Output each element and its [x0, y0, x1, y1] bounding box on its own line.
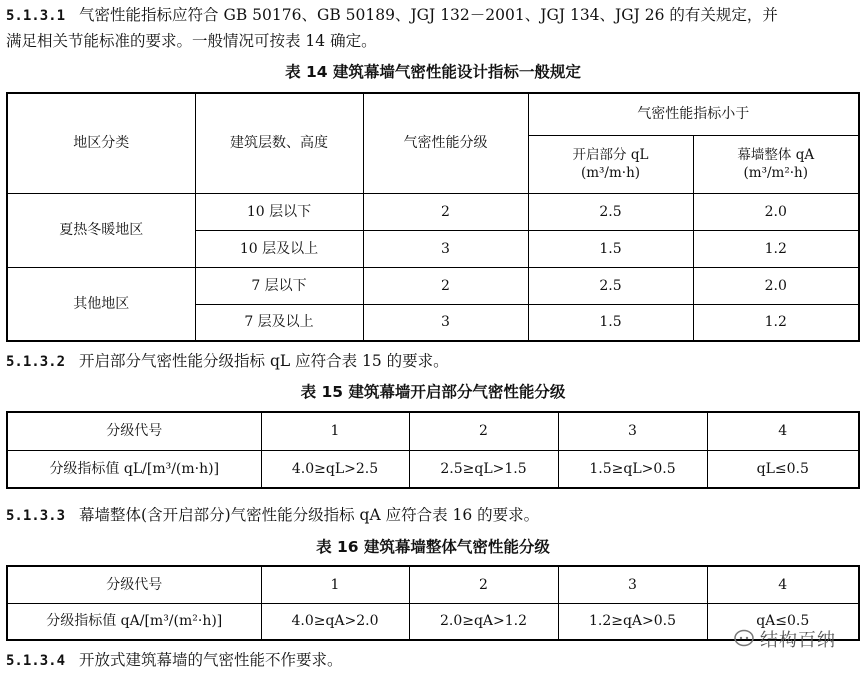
grade-value-cell: 2.0≥qA>1.2	[409, 603, 558, 640]
clause-text: 开放式建筑幕墙的气密性能不作要求。	[79, 651, 343, 669]
region-cell: 夏热冬暖地区	[7, 193, 195, 267]
table-row	[7, 193, 859, 230]
grade-cell: 3	[363, 230, 528, 267]
header-grade: 气密性能分级	[363, 93, 528, 193]
qa-cell: 1.2	[693, 304, 859, 341]
clause-5-1-3-2	[6, 349, 449, 374]
watermark-text: 结构百纳	[760, 630, 836, 651]
grade-value-cell: 2.5≥qL>1.5	[409, 450, 558, 488]
header-whole	[693, 135, 859, 193]
grade-value-cell: 1.2≥qA>0.5	[558, 603, 707, 640]
table-14	[6, 92, 860, 342]
grade-value-label: 分级指标值 qL/[m³/(m·h)]	[7, 450, 261, 488]
clause-text: 开启部分气密性能分级指标 qL 应符合表 15 的要求。	[79, 352, 449, 370]
table-row	[7, 566, 859, 603]
clause-text: 幕墙整体(含开启部分)气密性能分级指标 qA 应符合表 16 的要求。	[79, 506, 540, 524]
grade-value-cell: qL≤0.5	[707, 450, 859, 488]
ql-cell: 2.5	[528, 193, 693, 230]
table-15-caption: 表 15 建筑幕墙开启部分气密性能分级	[300, 383, 566, 401]
header-floors: 建筑层数、高度	[195, 93, 363, 193]
header-whole-label: 幕墙整体 qA	[737, 147, 815, 163]
clause-number: 5.1.3.4	[6, 653, 66, 669]
clause-number: 5.1.3.2	[6, 354, 66, 370]
clause-text-line2: 满足相关节能标准的要求。一般情况可按表 14 确定。	[6, 32, 377, 50]
grade-value-cell: qA≤0.5	[707, 603, 859, 640]
grade-cell: 2	[363, 267, 528, 304]
grade-code-cell: 2	[409, 412, 558, 450]
table-16-caption: 表 16 建筑幕墙整体气密性能分级	[316, 538, 550, 556]
table-14-caption: 表 14 建筑幕墙气密性能设计指标一般规定	[285, 63, 581, 81]
header-open-part	[528, 135, 693, 193]
grade-code-cell: 1	[261, 412, 409, 450]
table-row	[7, 412, 859, 450]
qa-cell: 2.0	[693, 193, 859, 230]
grade-cell: 2	[363, 193, 528, 230]
ql-cell: 1.5	[528, 230, 693, 267]
ql-cell: 1.5	[528, 304, 693, 341]
header-whole-unit: (m³/m²·h)	[743, 165, 808, 181]
grade-value-cell: 4.0≥qL>2.5	[261, 450, 409, 488]
region-cell: 其他地区	[7, 267, 195, 341]
floors-cell: 10 层以下	[195, 193, 363, 230]
clause-5-1-3-1-cont	[6, 29, 377, 53]
table-15	[6, 411, 860, 489]
grade-code-cell: 2	[409, 566, 558, 603]
qa-cell: 1.2	[693, 230, 859, 267]
table-row	[7, 267, 859, 304]
clause-number: 5.1.3.3	[6, 508, 66, 524]
grade-code-cell: 4	[707, 566, 859, 603]
clause-text-line1: 气密性能指标应符合 GB 50176、GB 50189、JGJ 132－2001、JGJ 134、JGJ 26 的有关规定，并	[79, 6, 778, 24]
header-open-label: 开启部分 qL	[572, 147, 649, 163]
grade-cell: 3	[363, 304, 528, 341]
grade-value-cell: 1.5≥qL>0.5	[558, 450, 707, 488]
clause-5-1-3-1	[6, 3, 778, 28]
table-16	[6, 565, 860, 641]
clause-number: 5.1.3.1	[6, 8, 66, 24]
ql-cell: 2.5	[528, 267, 693, 304]
floors-cell: 7 层及以上	[195, 304, 363, 341]
grade-code-cell: 4	[707, 412, 859, 450]
header-airtightness-group: 气密性能指标小于	[528, 93, 859, 135]
grade-value-label: 分级指标值 qA/[m³/(m²·h)]	[7, 603, 261, 640]
grade-code-cell: 1	[261, 566, 409, 603]
clause-5-1-3-4	[6, 648, 343, 673]
table-row	[7, 450, 859, 488]
grade-code-label: 分级代号	[7, 412, 261, 450]
chat-bubble-icon	[734, 628, 756, 650]
table-row	[7, 603, 859, 640]
floors-cell: 7 层以下	[195, 267, 363, 304]
clause-5-1-3-3	[6, 503, 539, 528]
qa-cell: 2.0	[693, 267, 859, 304]
header-region: 地区分类	[7, 93, 195, 193]
grade-code-label: 分级代号	[7, 566, 261, 603]
floors-cell: 10 层及以上	[195, 230, 363, 267]
grade-code-cell: 3	[558, 566, 707, 603]
grade-value-cell: 4.0≥qA>2.0	[261, 603, 409, 640]
header-open-unit: (m³/m·h)	[580, 165, 641, 181]
grade-code-cell: 3	[558, 412, 707, 450]
